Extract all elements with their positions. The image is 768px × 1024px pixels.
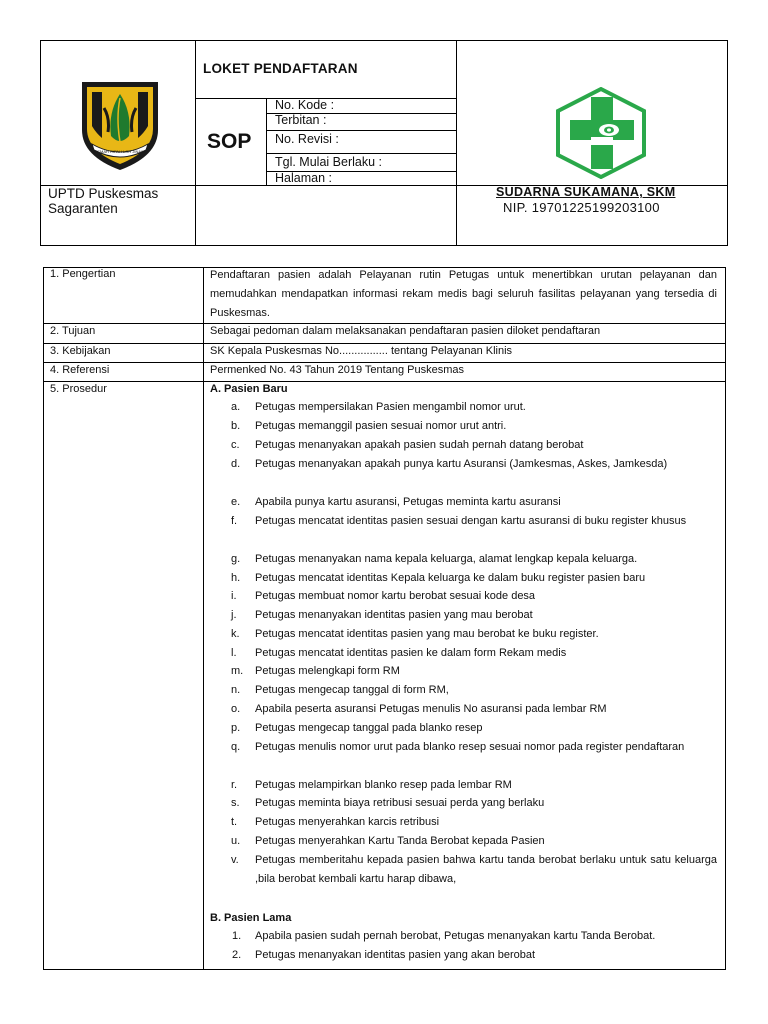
document-title: LOKET PENDAFTARAN <box>203 61 358 76</box>
row-label-kebijakan: 3. Kebijakan <box>50 345 111 357</box>
list-item: t. Petugas menyerahkan karcis retribusi <box>231 816 440 828</box>
row-label-tujuan: 2. Tujuan <box>50 325 96 337</box>
list-item: b. Petugas memanggil pasien sesuai nomor urut antri. <box>231 420 507 432</box>
emblem-motto: GEMAH RIPAH LOH JINAWI <box>94 149 146 154</box>
signer-name: SUDARNA SUKAMANA, SKM <box>496 185 676 199</box>
meta-no-kode: No. Kode : <box>275 98 335 112</box>
meta-tgl-mulai: Tgl. Mulai Berlaku : <box>275 155 382 169</box>
list-item: r. Petugas melampirkan blanko resep pada lembar RM <box>231 779 512 791</box>
list-item: s. Petugas meminta biaya retribusi sesuai perda yang berlaku <box>231 797 545 809</box>
list-item: q. Petugas menulis nomor urut pada blanko resep sesuai nomor pada register pendaftaran <box>231 741 685 753</box>
list-item: l. Petugas mencatat identitas pasien ke dalam form Rekam medis <box>231 647 567 659</box>
meta-halaman: Halaman : <box>275 171 332 185</box>
sop-label: SOP <box>207 130 252 153</box>
list-item: h. Petugas mencatat identitas Kepala keluarga ke dalam buku register pasien baru <box>231 572 646 584</box>
list-item: u. Petugas menyerahkan Kartu Tanda Berobat kepada Pasien <box>231 835 545 847</box>
meta-terbitan: Terbitan : <box>275 113 327 127</box>
org-name-line2: Sagaranten <box>48 201 118 216</box>
row-label-referensi: 4. Referensi <box>50 364 110 376</box>
list-item: n. Petugas mengecap tanggal di form RM, <box>231 684 449 696</box>
org-name-line1: UPTD Puskesmas <box>48 186 159 201</box>
list-item: 2. Petugas menanyakan identitas pasien yang akan berobat <box>232 949 536 961</box>
row-label-prosedur: 5. Prosedur <box>50 383 107 395</box>
row-text-kebijakan: SK Kepala Puskesmas No................ tentang Pelayanan Klinis <box>210 345 513 357</box>
list-item: a. Petugas mempersilakan Pasien mengambil nomor urut. <box>231 401 526 413</box>
list-item: j. Petugas menanyakan identitas pasien yang mau berobat <box>231 609 533 621</box>
list-item: m. Petugas melengkapi form RM <box>231 665 400 677</box>
list-item: o. Apabila peserta asuransi Petugas menulis No asuransi pada lembar RM <box>231 703 607 715</box>
list-item: f. Petugas mencatat identitas pasien sesuai dengan kartu asuransi di buku register khusus <box>231 515 687 527</box>
meta-no-revisi: No. Revisi : <box>275 132 339 146</box>
list-item: k. Petugas mencatat identitas pasien yang mau berobat ke buku register. <box>231 628 599 640</box>
list-item: i. Petugas membuat nomor kartu berobat sesuai kode desa <box>231 590 536 602</box>
signer-nip: NIP. 19701225199203100 <box>503 200 660 215</box>
puskesmas-logo <box>554 87 648 179</box>
list-item: c. Petugas menanyakan apakah pasien sudah pernah datang berobat <box>231 439 584 451</box>
list-item: g. Petugas menanyakan nama kepala keluarga, alamat lengkap kepala keluarga. <box>231 553 638 565</box>
regency-emblem-logo <box>78 78 162 174</box>
list-item: p. Petugas mengecap tanggal pada blanko resep <box>231 722 483 734</box>
list-item: 1. Apabila pasien sudah pernah berobat, Petugas menanyakan kartu Tanda Berobat. <box>232 930 656 942</box>
list-item: d. Petugas menanyakan apakah punya kartu Asuransi (Jamkesmas, Askes, Jamkesda) <box>231 458 668 470</box>
list-item: e. Apabila punya kartu asuransi, Petugas meminta kartu asuransi <box>231 496 561 508</box>
list-item: v. Petugas memberitahu kepada pasien bahwa kartu tanda berobat berlaku untuk satu keluarga ,bila berobat kembali kartu harap dibawa, <box>231 854 717 885</box>
row-text-referensi: Permenked No. 43 Tahun 2019 Tentang Puskesmas <box>210 364 464 376</box>
section-title-pasien-baru: A. Pasien Baru <box>210 383 288 395</box>
row-label-pengertian: 1. Pengertian <box>50 268 116 280</box>
row-text-tujuan: Sebagai pedoman dalam melaksanakan pendaftaran pasien diloket pendaftaran <box>210 325 601 337</box>
section-title-pasien-lama: B. Pasien Lama <box>210 912 292 924</box>
row-text-pengertian: Pendaftaran pasien adalah Pelayanan rutin Petugas untuk menertibkan urutan pelayanan dan memudahkan mendapatkan informasi rekam medis bagi seluruh fasilitas pelayanan yang tersedia di Puskesmas. <box>210 269 717 319</box>
